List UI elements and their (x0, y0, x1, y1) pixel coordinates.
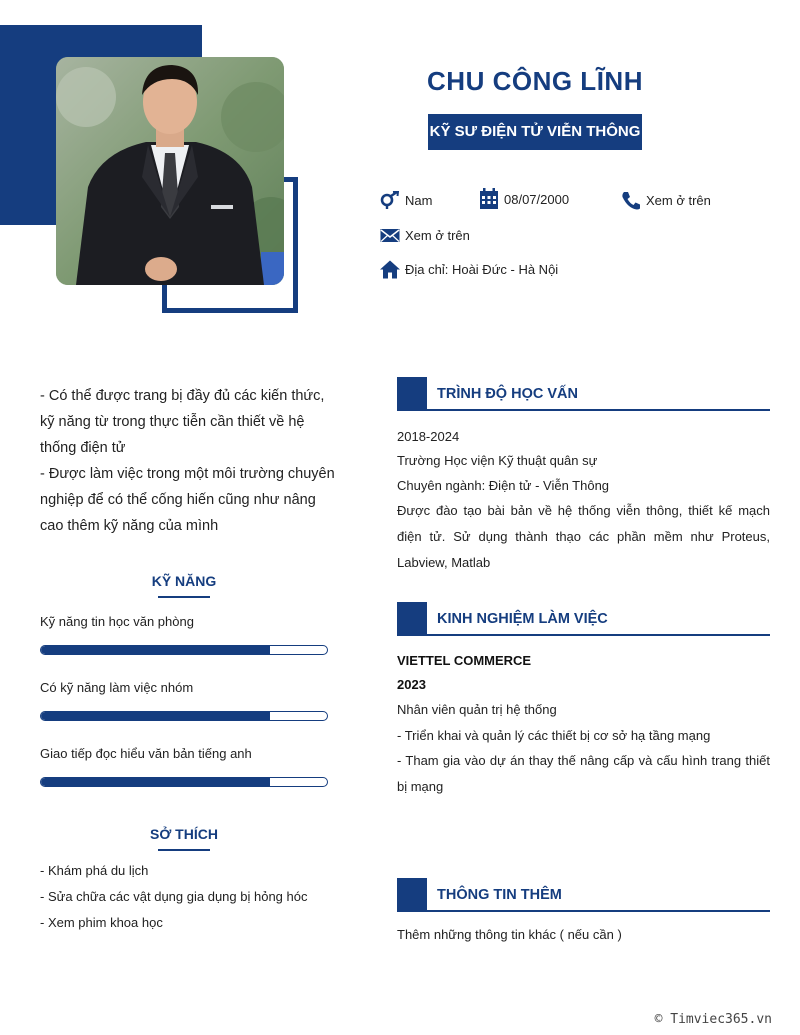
skill-fill (41, 646, 270, 654)
home-icon (380, 259, 400, 279)
email-text: Xem ở trên (405, 227, 470, 243)
heading-square (397, 878, 427, 912)
heading-underline (158, 849, 210, 851)
address-text: Địa chỉ: Hoài Đức - Hà Nội (405, 261, 559, 277)
gender-info (380, 190, 432, 210)
objective-line: - Có thể được trang bị đầy đủ các kiến thức, kỹ năng từ trong thực tiễn cần thiết về hệ thống điện tử (40, 388, 325, 456)
job-title-badge: KỸ SƯ ĐIỆN TỬ VIỄN THÔNG (428, 114, 642, 150)
envelope-icon (380, 225, 400, 245)
candidate-name: CHU CÔNG LĨNH (427, 66, 643, 96)
birthdate-info (479, 189, 569, 209)
gender-icon (380, 190, 400, 210)
phone-icon (621, 190, 641, 210)
calendar-icon (479, 189, 499, 209)
footer-watermark: © Timviec365.vn (654, 1012, 772, 1027)
heading-underline (158, 596, 210, 598)
hobby-item: - Sửa chữa các vật dụng gia dụng bị hỏng hóc (40, 889, 308, 904)
hobbies-heading: SỞ THÍCH (40, 826, 328, 851)
experience-position: Nhân viên quản trị hệ thống (397, 702, 557, 717)
education-description: Được đào tạo bài bản về hệ thống viễn thông, thiết kế mạch điện tử. Sử dụng thành thạo các phần mềm như Proteus, Labview, Matlab (397, 503, 770, 570)
experience-year: 2023 (397, 677, 426, 692)
objective-line: - Được làm việc trong một môi trường chuyên nghiệp để có thể cống hiến cũng như nâng cao thêm kỹ năng của mình (40, 466, 335, 534)
skill-label: Giao tiếp đọc hiểu văn bản tiếng anh (40, 746, 252, 761)
address-info (380, 259, 558, 279)
skills-heading: KỸ NĂNG (40, 573, 328, 598)
experience-company: VIETTEL COMMERCE (397, 653, 532, 668)
hobby-item: - Xem phim khoa học (40, 915, 163, 930)
experience-heading: KINH NGHIỆM LÀM VIỆC (397, 602, 770, 636)
additional-info-heading: THÔNG TIN THÊM (397, 878, 770, 912)
education-major: Chuyên ngành: Điện tử - Viễn Thông (397, 478, 610, 493)
additional-info-text: Thêm những thông tin khác ( nếu cần ) (397, 927, 622, 942)
heading-square (397, 377, 427, 411)
skill-fill (41, 778, 270, 786)
education-school: Trường Học viện Kỹ thuật quân sự (397, 453, 598, 468)
birthdate-text: 08/07/2000 (504, 191, 570, 207)
phone-info (621, 190, 711, 210)
skill-label: Kỹ năng tin học văn phòng (40, 614, 194, 629)
skill-fill (41, 712, 270, 720)
career-objective (40, 383, 335, 539)
heading-square (397, 602, 427, 636)
email-info (380, 225, 470, 245)
hobby-item: - Khám phá du lịch (40, 863, 149, 878)
education-period: 2018-2024 (397, 429, 460, 444)
experience-duty: - Triển khai và quản lý các thiết bị cơ sở hạ tầng mạng (397, 728, 711, 743)
skill-bar (40, 777, 328, 787)
gender-text: Nam (405, 192, 433, 208)
skill-bar (40, 645, 328, 655)
phone-text: Xem ở trên (646, 192, 711, 208)
profile-photo (56, 57, 284, 285)
experience-duty: - Tham gia vào dự án thay thế nâng cấp và cấu hình trang thiết bị mạng (397, 753, 770, 794)
education-heading: TRÌNH ĐỘ HỌC VẤN (397, 377, 770, 411)
skill-label: Có kỹ năng làm việc nhóm (40, 680, 194, 695)
skill-bar (40, 711, 328, 721)
